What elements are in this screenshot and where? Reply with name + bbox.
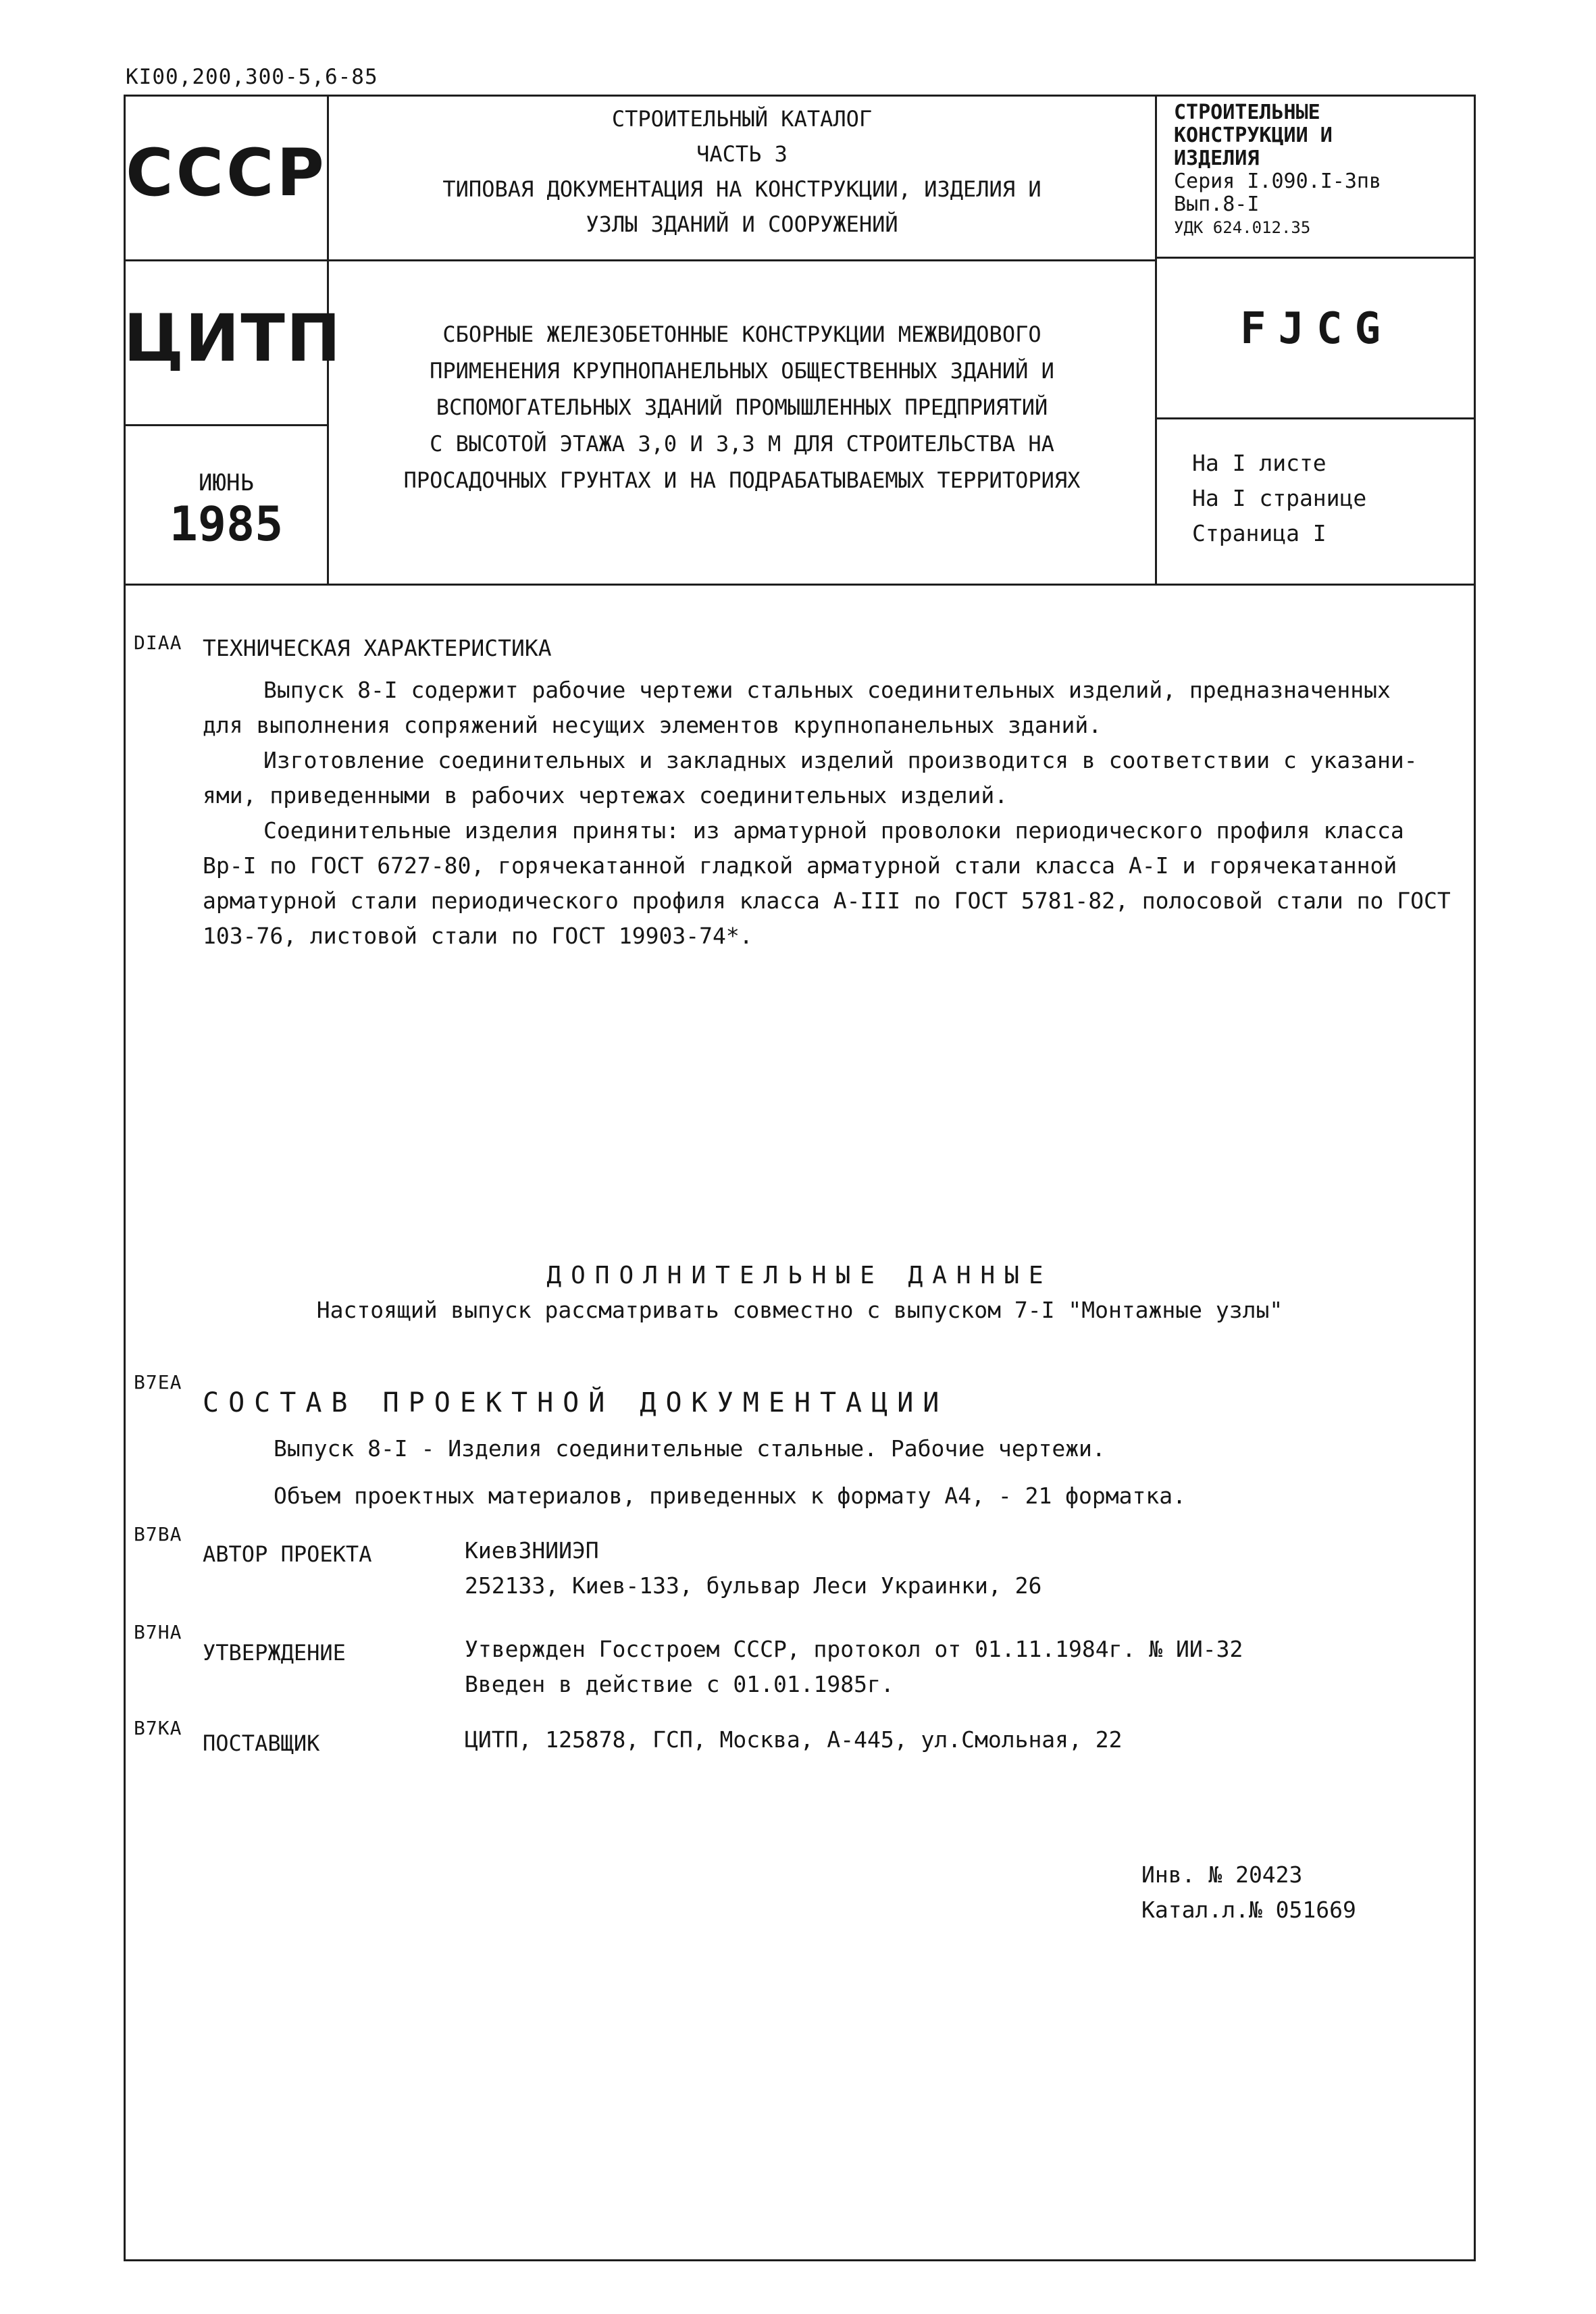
paragraph-line: ями, приведенными в рабочих чертежах соединительных изделий. <box>203 782 1008 808</box>
header-bottom-line <box>124 584 1476 586</box>
document-code: KI00,200,300-5,6-85 <box>126 65 378 89</box>
issue-number: Вып.8-I <box>1174 192 1260 216</box>
section-code: B7BA <box>134 1523 182 1545</box>
header-right-hline-2 <box>1155 417 1476 419</box>
series-info-line: ИЗДЕЛИЯ <box>1174 147 1260 170</box>
header-right-hline-1 <box>1155 257 1476 259</box>
section-code: B7KA <box>134 1717 182 1739</box>
paragraph-line: арматурной стали периодического профиля класса А-III по ГОСТ 5781-82, полосовой стали по ГОСТ <box>203 888 1451 914</box>
classification-code: FJCG <box>1239 304 1393 354</box>
supplier-address: ЦИТП, 125878, ГСП, Москва, А-445, ул.Смольная, 22 <box>465 1726 1123 1753</box>
author-label: АВТОР ПРОЕКТА <box>203 1541 372 1567</box>
additional-data-text: Настоящий выпуск рассматривать совместно с выпуском 7-I "Монтажные узлы" <box>316 1297 1283 1323</box>
composition-title: СОСТАВ ПРОЕКТНОЙ ДОКУМЕНТАЦИИ <box>203 1387 949 1418</box>
page-number: Страница I <box>1192 520 1327 546</box>
document-title-line: ПРОСАДОЧНЫХ ГРУНТАХ И НА ПОДРАБАТЫВАЕМЫХ ТЕРРИТОРИЯХ <box>403 467 1081 493</box>
month-label: ИЮНЬ <box>199 469 254 496</box>
series-number: Серия I.090.I-3пв <box>1174 170 1382 193</box>
year-label: 1985 <box>169 496 284 552</box>
udc-code: УДК 624.012.35 <box>1174 218 1311 237</box>
inventory-number: Инв. № 20423 <box>1141 1861 1303 1888</box>
approval-effective-date: Введен в действие с 01.01.1985г. <box>465 1671 894 1697</box>
section-code: DIAA <box>134 632 182 654</box>
paragraph-line: Вр-I по ГОСТ 6727-80, горячекатанной гладкой арматурной стали класса А-I и горячекатанной <box>203 852 1397 879</box>
series-info-line: КОНСТРУКЦИИ И <box>1174 124 1333 147</box>
paragraph-line: Изготовление соединительных и закладных изделий производится в соответствии с указани- <box>263 747 1418 773</box>
paragraph-line: для выполнения сопряжений несущих элементов крупнопанельных зданий. <box>203 712 1102 738</box>
header-center-hline <box>327 259 1157 261</box>
document-title-line: ВСПОМОГАТЕЛЬНЫХ ЗДАНИЙ ПРОМЫШЛЕННЫХ ПРЕДПРИЯТИЙ <box>436 394 1048 420</box>
tech-section-body <box>203 673 1472 954</box>
composition-issue: Выпуск 8-I - Изделия соединительные стальные. Рабочие чертежи. <box>274 1435 1106 1462</box>
catalog-title-line-1: СТРОИТЕЛЬНЫЙ КАТАЛОГ <box>611 106 873 132</box>
approval-details <box>465 1632 1243 1702</box>
paragraph-line: 103-76, листовой стали по ГОСТ 19903-74*. <box>203 923 753 949</box>
approval-protocol: Утвержден Госстроем СССР, протокол от 01.11.1984г. № ИИ-32 <box>465 1636 1243 1662</box>
inventory-block <box>1141 1857 1356 1928</box>
section-code: B7EA <box>134 1371 182 1393</box>
author-address: 252133, Киев-133, бульвар Леси Украинки, 26 <box>465 1572 1042 1599</box>
catalog-title-line-4: УЗЛЫ ЗДАНИЙ И СООРУЖЕНИЙ <box>586 211 898 237</box>
document-title <box>329 316 1155 498</box>
paragraph-line: Выпуск 8-I содержит рабочие чертежи стальных соединительных изделий, предназначенных <box>263 677 1391 703</box>
approval-label: УТВЕРЖДЕНИЕ <box>203 1640 346 1666</box>
author-name: КиевЗНИИЭП <box>465 1537 599 1564</box>
catalog-sheet-number: Катал.л.№ 051669 <box>1141 1897 1356 1923</box>
header-left-hline-2 <box>124 424 329 426</box>
catalog-title-line-2: ЧАСТЬ 3 <box>696 141 788 167</box>
document-title-line: ПРИМЕНЕНИЯ КРУПНОПАНЕЛЬНЫХ ОБЩЕСТВЕННЫХ ЗДАНИЙ И <box>430 358 1054 384</box>
supplier-label: ПОСТАВЩИК <box>203 1730 320 1756</box>
author-details <box>465 1533 1041 1603</box>
document-title-line: С ВЫСОТОЙ ЭТАЖА 3,0 И 3,3 М ДЛЯ СТРОИТЕЛЬСТВА НА <box>430 431 1054 457</box>
series-info-line: СТРОИТЕЛЬНЫЕ <box>1174 101 1320 124</box>
composition-volume: Объем проектных материалов, приведенных к формату А4, - 21 форматка. <box>274 1483 1187 1509</box>
catalog-title <box>329 101 1155 242</box>
org-label: ЦИТП <box>124 301 342 376</box>
header-left-hline-1 <box>124 259 329 261</box>
catalog-title-line-3: ТИПОВАЯ ДОКУМЕНТАЦИЯ НА КОНСТРУКЦИИ, ИЗДЕЛИЯ И <box>442 176 1041 202</box>
page-count: На I странице <box>1192 485 1367 511</box>
sheet-count: На I листе <box>1192 450 1327 476</box>
section-code: B7HA <box>134 1621 182 1643</box>
paragraph-line: Соединительные изделия приняты: из арматурной проволоки периодического профиля класса <box>263 817 1404 844</box>
country-label: СССР <box>126 135 327 211</box>
sheet-info <box>1192 446 1366 551</box>
tech-section-title: ТЕХНИЧЕСКАЯ ХАРАКТЕРИСТИКА <box>203 635 552 661</box>
additional-data-title: ДОПОЛНИТЕЛЬНЫЕ ДАННЫЕ <box>546 1262 1053 1289</box>
document-title-line: СБОРНЫЕ ЖЕЛЕЗОБЕТОННЫЕ КОНСТРУКЦИИ МЕЖВИДОВОГО <box>442 322 1041 347</box>
series-info <box>1174 101 1381 239</box>
